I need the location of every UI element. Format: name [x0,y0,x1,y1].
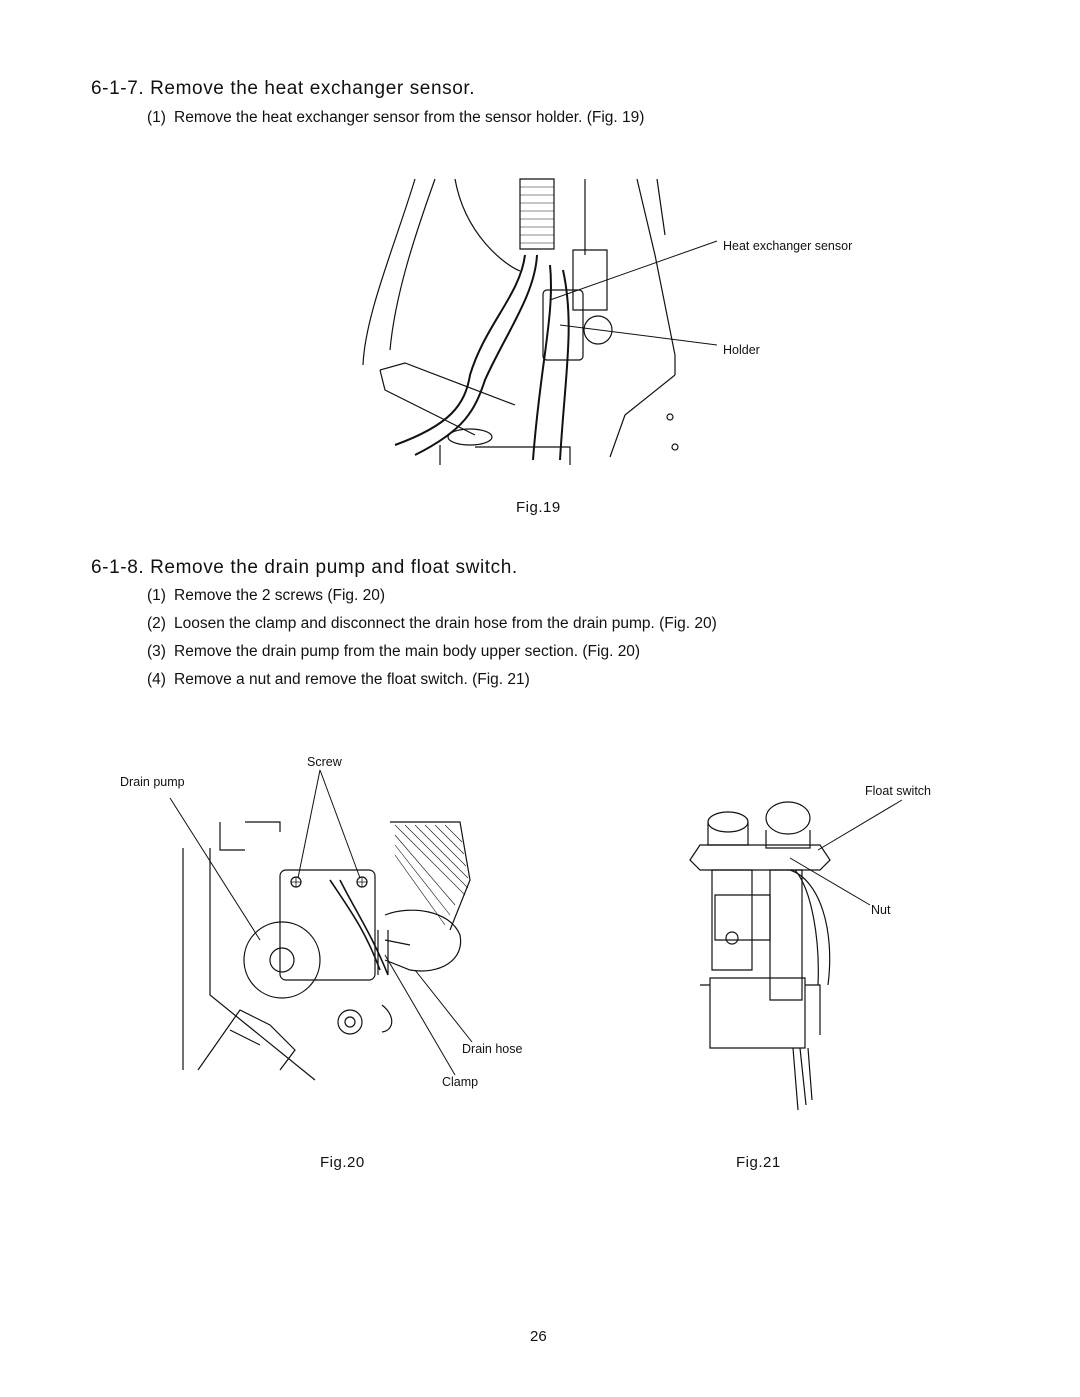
label-drain-pump: Drain pump [120,775,185,789]
step-number: (3) [147,643,166,660]
label-drain-hose: Drain hose [462,1042,523,1056]
fig19-caption: Fig.19 [516,499,561,516]
fig20-caption: Fig.20 [320,1154,365,1171]
fig19-drawing [355,175,695,465]
label-holder: Holder [723,343,760,357]
fig21-caption: Fig.21 [736,1154,781,1171]
step-text: Remove the 2 screws (Fig. 20) [174,587,386,604]
step-4-6-1-8 [147,671,530,689]
step-3-6-1-8 [147,643,640,661]
step-2-6-1-8 [147,615,717,633]
label-screw: Screw [307,755,342,769]
section-heading-6-1-8: 6-1-8. Remove the drain pump and float switch. [91,557,518,578]
fig21-drawing [690,800,940,1120]
step-number: (1) [147,587,166,604]
section-heading-6-1-7: 6-1-7. Remove the heat exchanger sensor. [91,78,476,99]
step-text: Loosen the clamp and disconnect the drain hose from the drain pump. (Fig. 20) [174,615,717,632]
label-nut: Nut [871,903,891,917]
label-heat-exchanger-sensor: Heat exchanger sensor [723,239,853,253]
step-text: Remove the heat exchanger sensor from the sensor holder. (Fig. 19) [174,109,645,126]
step-1-6-1-8 [147,587,385,605]
step-text: Remove the drain pump from the main body upper section. (Fig. 20) [174,643,641,660]
label-clamp: Clamp [442,1075,479,1089]
step-number: (1) [147,109,166,126]
step-number: (2) [147,615,166,632]
step-number: (4) [147,671,166,688]
label-float-switch: Float switch [865,784,931,798]
step-text: Remove a nut and remove the float switch. (Fig. 21) [174,671,530,688]
step-1-6-1-7 [147,109,644,127]
page-number: 26 [530,1328,547,1345]
